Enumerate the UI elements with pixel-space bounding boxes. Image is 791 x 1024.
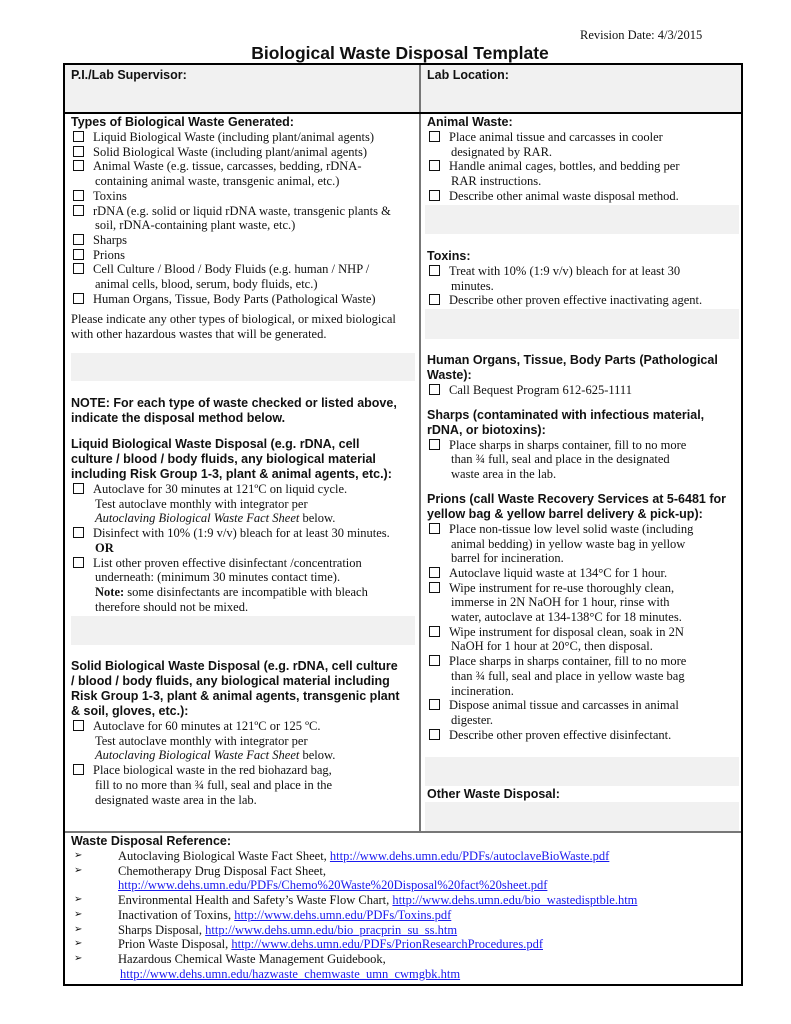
animal-options bbox=[427, 130, 739, 204]
type-solid: Solid Biological Waste (including plant/animal agents) bbox=[71, 145, 417, 160]
checkbox[interactable] bbox=[429, 190, 440, 201]
checkbox[interactable] bbox=[429, 294, 440, 305]
sharps-options bbox=[427, 438, 741, 482]
checkbox[interactable] bbox=[73, 527, 84, 538]
pi-supervisor-label: P.I./Lab Supervisor: bbox=[71, 68, 187, 82]
checkbox[interactable] bbox=[429, 265, 440, 276]
reference-item: ➢ Hazardous Chemical Waste Management Guidebook, http://www.dehs.umn.edu/hazwaste_chemwaste_umn_cwmgbk.htm bbox=[74, 951, 461, 981]
reference-link[interactable]: http://www.dehs.umn.edu/PDFs/Toxins.pdf bbox=[234, 907, 452, 922]
arrow-bullet-icon: ➢ bbox=[74, 864, 83, 876]
checkbox[interactable] bbox=[73, 483, 84, 494]
lab-location-field[interactable] bbox=[427, 83, 737, 110]
solid-heading: Solid Biological Waste Disposal (e.g. rDNA, cell culture / blood / body fluids, any biological material including Risk Group 1-3, plant & animal agents, transgenic plant & soil, gloves, etc.): bbox=[71, 659, 400, 718]
arrow-bullet-icon: ➢ bbox=[74, 938, 83, 950]
prions-options bbox=[427, 522, 741, 743]
reference-link[interactable]: http://www.dehs.umn.edu/PDFs/Chemo%20Waste%20Disposal%20fact%20sheet.pdf bbox=[118, 878, 548, 893]
checkbox[interactable] bbox=[73, 263, 84, 274]
type-sharps: Sharps bbox=[71, 233, 417, 248]
arrow-bullet-icon: ➢ bbox=[74, 894, 83, 906]
animal-heading: Animal Waste: bbox=[427, 115, 513, 129]
type-liquid: Liquid Biological Waste (including plant/animal agents) bbox=[71, 130, 417, 145]
checkbox[interactable] bbox=[429, 439, 440, 450]
prions-option-digester: Dispose animal tissue and carcasses in animal digester. bbox=[427, 698, 741, 727]
right-column-toxins bbox=[427, 249, 739, 308]
checkbox[interactable] bbox=[73, 557, 84, 568]
arrow-bullet-icon: ➢ bbox=[74, 952, 83, 964]
reference-link[interactable]: http://www.dehs.umn.edu/bio_wastedisptble.htm bbox=[392, 893, 638, 908]
checkbox[interactable] bbox=[429, 384, 440, 395]
animal-other-field[interactable] bbox=[425, 205, 739, 234]
checkbox[interactable] bbox=[429, 582, 440, 593]
header-column-divider bbox=[419, 65, 421, 112]
checkbox[interactable] bbox=[73, 146, 84, 157]
types-list bbox=[71, 130, 417, 306]
type-prions: Prions bbox=[71, 248, 417, 263]
left-column-solid bbox=[71, 659, 417, 807]
reference-item: ➢ Sharps Disposal, http://www.dehs.umn.edu/bio_pracprin_su_ss.htm bbox=[74, 922, 458, 937]
checkbox[interactable] bbox=[73, 131, 84, 142]
toxins-heading: Toxins: bbox=[427, 249, 471, 263]
prions-heading: Prions (call Waste Recovery Services at 5-6481 for yellow bag & yellow barrel delivery & pick-up): bbox=[427, 491, 726, 521]
liquid-option-autoclave: Autoclave for 30 minutes at 121ºC on liquid cycle. Test autoclave monthly with integrator per Autoclaving Biological Waste Fact Sheet below. bbox=[71, 482, 417, 526]
type-rdna: rDNA (e.g. solid or liquid rDNA waste, transgenic plants & soil, rDNA-containing plant waste, etc.) bbox=[71, 204, 417, 233]
reference-item: ➢ Environmental Health and Safety’s Waste Flow Chart, http://www.dehs.umn.edu/bio_wastedisptble.htm bbox=[74, 893, 638, 908]
reference-item: ➢ Autoclaving Biological Waste Fact Sheet, http://www.dehs.umn.edu/PDFs/autoclaveBioWaste.pdf bbox=[74, 849, 610, 863]
liquid-options bbox=[71, 482, 417, 614]
lab-location-label: Lab Location: bbox=[427, 68, 509, 82]
prions-option-autoclave: Autoclave liquid waste at 134°C for 1 hour. bbox=[427, 566, 741, 581]
toxins-other-field[interactable] bbox=[425, 309, 739, 339]
reference-link[interactable]: http://www.dehs.umn.edu/hazwaste_chemwaste_umn_cwmgbk.htm bbox=[120, 966, 461, 981]
page-title: Biological Waste Disposal Template bbox=[251, 43, 549, 63]
left-column bbox=[71, 115, 417, 342]
toxins-option-other: Describe other proven effective inactivating agent. bbox=[427, 293, 739, 308]
checkbox[interactable] bbox=[429, 160, 440, 171]
checkbox[interactable] bbox=[73, 764, 84, 775]
note: NOTE: For each type of waste checked or listed above, indicate the disposal method below. bbox=[71, 396, 397, 425]
references-heading: Waste Disposal Reference: bbox=[71, 834, 232, 848]
or-label: OR bbox=[95, 540, 114, 555]
liquid-heading: Liquid Biological Waste Disposal (e.g. rDNA, cell culture / blood / body fluids, any biological material including Risk Group 1-3, plant & animal agents, etc.): bbox=[71, 437, 392, 481]
pi-supervisor-field[interactable] bbox=[71, 83, 413, 110]
human-organs-options bbox=[427, 383, 741, 398]
reference-link[interactable]: http://www.dehs.umn.edu/PDFs/autoclaveBioWaste.pdf bbox=[329, 849, 610, 863]
sharps-option-container: Place sharps in sharps container, fill to no more than ¾ full, seal and place in the designated waste area in the lab. bbox=[427, 438, 741, 482]
reference-item: ➢ Prion Waste Disposal, http://www.dehs.umn.edu/PDFs/PrionResearchProcedures.pdf bbox=[74, 937, 543, 952]
form-table bbox=[63, 63, 743, 986]
revision-date: Revision Date: 4/3/2015 bbox=[580, 28, 703, 42]
solid-option-autoclave: Autoclave for 60 minutes at 121ºC or 125 ºC. Test autoclave monthly with integrator per Autoclaving Biological Waste Fact Sheet below. bbox=[71, 719, 417, 763]
references-list bbox=[71, 849, 739, 981]
prions-other-field[interactable] bbox=[425, 757, 739, 786]
column-divider bbox=[419, 114, 421, 831]
checkbox[interactable] bbox=[73, 720, 84, 731]
reference-item: ➢ Chemotherapy Drug Disposal Fact Sheet, http://www.dehs.umn.edu/PDFs/Chemo%20Waste%20Disposal%20fact%20sheet.pdf bbox=[74, 863, 548, 893]
other-types-field[interactable] bbox=[71, 353, 415, 381]
liquid-option-bleach: Disinfect with 10% (1:9 v/v) bleach for at least 30 minutes. bbox=[71, 526, 417, 541]
prions-option-disposal: Wipe instrument for disposal clean, soak in 2N NaOH for 1 hour at 20°C, then disposal. bbox=[427, 625, 741, 654]
checkbox[interactable] bbox=[429, 523, 440, 534]
solid-options bbox=[71, 719, 417, 807]
checkbox[interactable] bbox=[73, 190, 84, 201]
reference-item: ➢ Inactivation of Toxins, http://www.dehs.umn.edu/PDFs/Toxins.pdf bbox=[74, 907, 452, 922]
other-waste-heading: Other Waste Disposal: bbox=[427, 787, 560, 801]
right-column-human bbox=[427, 353, 741, 742]
types-heading: Types of Biological Waste Generated: bbox=[71, 115, 294, 129]
checkbox[interactable] bbox=[73, 293, 84, 304]
reference-link[interactable]: http://www.dehs.umn.edu/bio_pracprin_su_ss.htm bbox=[205, 922, 458, 937]
checkbox[interactable] bbox=[73, 234, 84, 245]
other-types-prompt: Please indicate any other types of biological, or mixed biological with other hazardous wastes that will be generated. bbox=[71, 312, 396, 342]
animal-option-other: Describe other animal waste disposal method. bbox=[427, 189, 739, 204]
other-waste-field[interactable] bbox=[425, 802, 739, 831]
references-section bbox=[65, 831, 741, 986]
prions-option-sharps: Place sharps in sharps container, fill to no more than ¾ full, seal and place in yellow waste bag incineration. bbox=[427, 654, 741, 698]
checkbox[interactable] bbox=[429, 131, 440, 142]
liquid-other-field[interactable] bbox=[71, 616, 415, 645]
checkbox[interactable] bbox=[429, 626, 440, 637]
animal-option-cages: Handle animal cages, bottles, and bedding per RAR instructions. bbox=[427, 159, 739, 188]
arrow-bullet-icon: ➢ bbox=[74, 923, 83, 935]
checkbox[interactable] bbox=[429, 729, 440, 740]
arrow-bullet-icon: ➢ bbox=[74, 908, 83, 920]
human-option-bequest: Call Bequest Program 612-625-1111 bbox=[427, 383, 741, 398]
type-toxins: Toxins bbox=[71, 189, 417, 204]
toxins-options bbox=[427, 264, 739, 308]
solid-option-biohazard-bag: Place biological waste in the red biohazard bag, fill to no more than ¾ full, seal and place in the designated waste area in the lab. bbox=[71, 763, 417, 807]
left-column-disposal bbox=[71, 396, 417, 614]
checkbox[interactable] bbox=[429, 655, 440, 666]
checkbox[interactable] bbox=[429, 699, 440, 710]
checkbox[interactable] bbox=[429, 567, 440, 578]
prions-option-other: Describe other proven effective disinfectant. bbox=[427, 728, 741, 743]
type-animal: Animal Waste (e.g. tissue, carcasses, bedding, rDNA- containing animal waste, transgenic animal, etc.) bbox=[71, 159, 417, 188]
toxins-option-bleach: Treat with 10% (1:9 v/v) bleach for at least 30 minutes. bbox=[427, 264, 739, 293]
reference-link[interactable]: http://www.dehs.umn.edu/PDFs/PrionResearchProcedures.pdf bbox=[231, 937, 543, 952]
sharps-heading: Sharps (contaminated with infectious material, rDNA, or biotoxins): bbox=[427, 407, 705, 437]
checkbox[interactable] bbox=[73, 249, 84, 260]
checkbox[interactable] bbox=[73, 205, 84, 216]
prions-option-reuse: Wipe instrument for re-use thoroughly clean, immerse in 2N NaOH for 1 hour, rinse with water, autoclave at 134-138°C for 18 minutes. bbox=[427, 581, 741, 625]
checkbox[interactable] bbox=[73, 160, 84, 171]
right-column bbox=[427, 115, 739, 204]
liquid-option-other: List other proven effective disinfectant /concentration underneath: (minimum 30 minutes contact time). Note: some disinfectants are incompatible with bleach therefore should not be mixed. bbox=[71, 556, 417, 615]
human-organs-heading: Human Organs, Tissue, Body Parts (Pathological Waste): bbox=[427, 353, 718, 382]
arrow-bullet-icon: ➢ bbox=[74, 850, 83, 861]
header-row bbox=[65, 65, 741, 114]
animal-option-cooler: Place animal tissue and carcasses in cooler designated by RAR. bbox=[427, 130, 739, 159]
type-cell-culture: Cell Culture / Blood / Body Fluids (e.g. human / NHP / animal cells, blood, serum, body fluids, etc.) bbox=[71, 262, 417, 291]
prions-option-yellow-bag: Place non-tissue low level solid waste (including animal bedding) in yellow waste bag in yellow barrel for incineration. bbox=[427, 522, 741, 566]
type-human-organs: Human Organs, Tissue, Body Parts (Pathological Waste) bbox=[71, 292, 417, 307]
